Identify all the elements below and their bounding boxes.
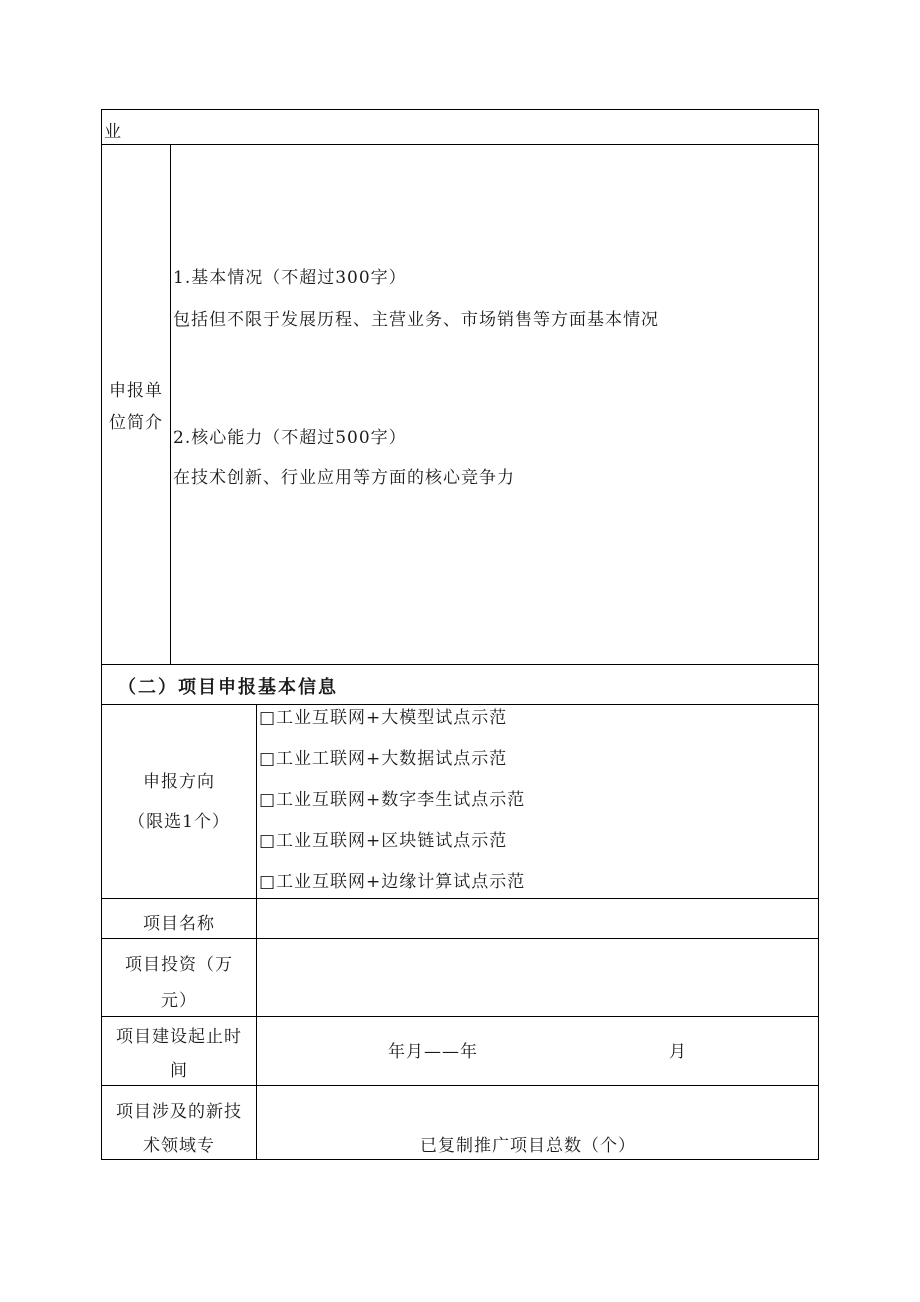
direction-option[interactable]: □工业互联网+区块链试点示范 bbox=[259, 831, 508, 851]
period-label-line1: 项目建设起止时 bbox=[116, 1027, 242, 1047]
investment-label-line1: 项目投资（万 bbox=[125, 955, 233, 975]
border-row-6 bbox=[101, 1016, 819, 1017]
direction-option[interactable]: □工业工联网+大数据试点示范 bbox=[259, 749, 508, 769]
border-top bbox=[101, 109, 819, 110]
tech-value[interactable]: 已复制推广项目总数（个） bbox=[420, 1136, 636, 1156]
direction-label-line2: （限选1个） bbox=[128, 812, 230, 832]
border-bottom bbox=[101, 1159, 819, 1160]
period-label-line2: 间 bbox=[170, 1061, 188, 1081]
project-name-field[interactable] bbox=[257, 899, 818, 938]
item2-title: 2.核心能力（不超过500字） bbox=[173, 428, 407, 448]
item1-description: 包括但不限于发展历程、主营业务、市场销售等方面基本情况 bbox=[173, 310, 659, 330]
direction-label-line1: 申报方向 bbox=[143, 772, 215, 792]
tech-label-line1: 项目涉及的新技 bbox=[116, 1102, 242, 1122]
row-tail-text: 业 bbox=[104, 122, 122, 142]
border-row-7 bbox=[101, 1085, 819, 1086]
item2-description: 在技术创新、行业应用等方面的核心竞争力 bbox=[173, 468, 515, 488]
tech-label-line2: 术领域专 bbox=[143, 1136, 215, 1156]
intro-label-line2: 位简介 bbox=[109, 413, 163, 433]
direction-option[interactable]: □工业互联网+数字李生试点示范 bbox=[259, 790, 526, 810]
project-name-label: 项目名称 bbox=[143, 914, 215, 934]
period-value-start[interactable]: 年月——年 bbox=[388, 1042, 478, 1062]
border-right bbox=[818, 109, 819, 1160]
direction-option[interactable]: □工业互联网+大模型试点示范 bbox=[259, 708, 508, 728]
section-heading: （二）项目申报基本信息 bbox=[118, 677, 338, 698]
intro-label-line1: 申报单 bbox=[109, 381, 163, 401]
border-row-2 bbox=[101, 664, 819, 665]
investment-label-line2: 元） bbox=[161, 991, 197, 1011]
border-row-1 bbox=[101, 144, 819, 145]
direction-option[interactable]: □工业互联网+边缘计算试点示范 bbox=[259, 872, 526, 892]
period-value-end[interactable]: 月 bbox=[669, 1042, 687, 1062]
investment-field[interactable] bbox=[257, 939, 818, 1016]
border-col-intro bbox=[170, 144, 171, 665]
border-row-3 bbox=[101, 704, 819, 705]
item1-title: 1.基本情况（不超过300字） bbox=[173, 268, 407, 288]
